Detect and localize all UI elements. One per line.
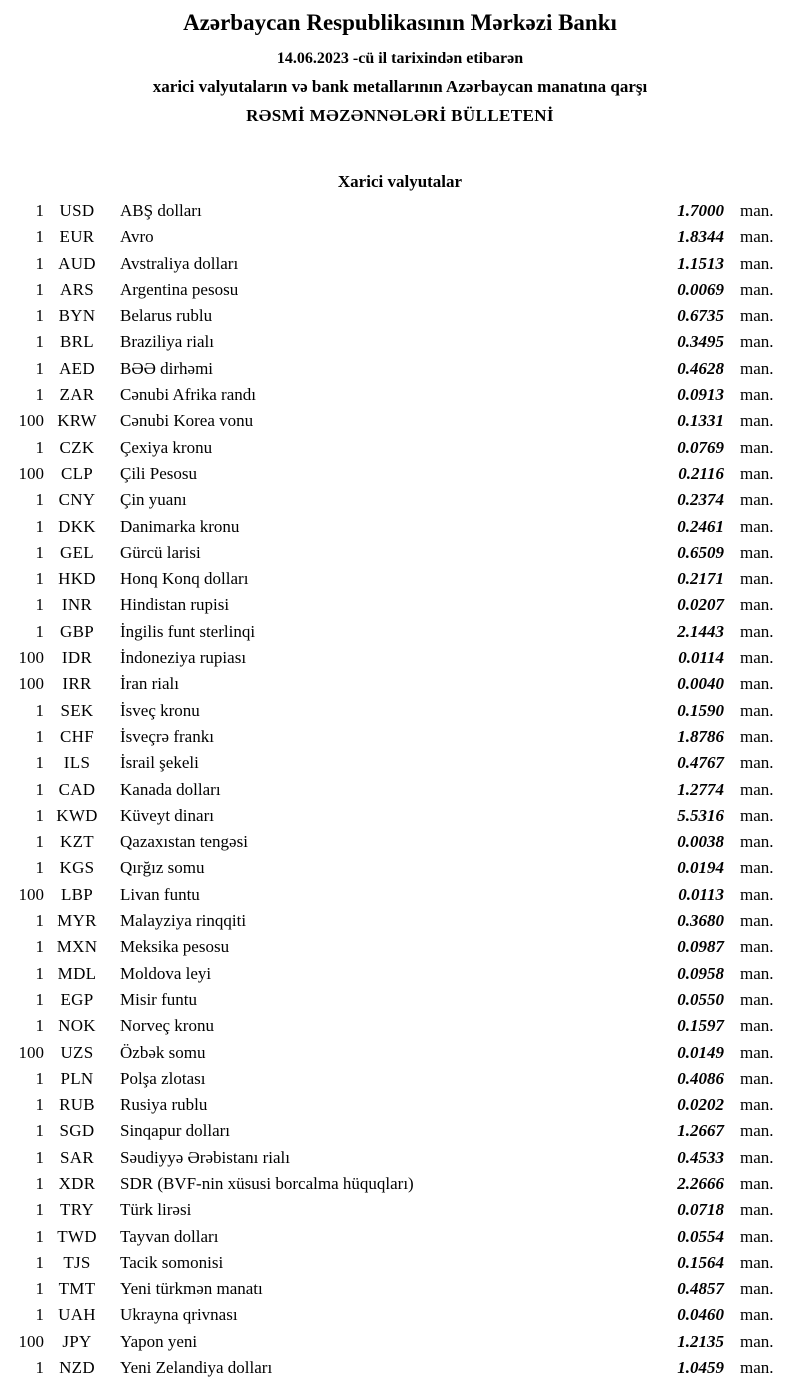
quantity-cell: 100 [18, 884, 44, 904]
rate-value-cell: 1.7000 [677, 201, 724, 220]
currency-code-cell: CLP [60, 463, 94, 483]
currency-code-cell: EUR [59, 227, 95, 247]
currency-code-cell: AUD [58, 253, 96, 273]
rate-value-cell: 0.0550 [677, 989, 724, 1009]
rate-value-cell: 0.1331 [677, 411, 724, 431]
unit-cell: man. [740, 358, 774, 378]
unit-cell: man. [740, 569, 774, 589]
unit-cell: man. [740, 253, 774, 273]
rate-row [0, 1355, 800, 1381]
rate-row [0, 566, 800, 592]
currency-code-cell: SEK [60, 700, 94, 720]
rate-value-cell: 1.2135 [677, 1331, 724, 1351]
rate-row [0, 329, 800, 355]
unit-cell: man. [740, 385, 774, 405]
quantity-cell: 1 [35, 911, 44, 931]
currency-name-cell: Qazaxıstan tengəsi [120, 832, 248, 852]
rate-row [0, 1040, 800, 1066]
rate-value-cell: 0.2171 [677, 569, 724, 589]
quantity-cell: 1 [35, 963, 44, 983]
unit-cell: man. [740, 963, 774, 983]
unit-cell: man. [740, 911, 774, 931]
currency-code-cell: NZD [59, 1358, 95, 1378]
currency-code-cell: LBP [60, 884, 94, 904]
rate-row [0, 724, 800, 750]
rate-value-cell: 0.3495 [677, 332, 724, 352]
rate-value-cell: 0.4857 [677, 1279, 724, 1299]
quantity-cell: 1 [35, 1252, 44, 1272]
unit-cell: man. [740, 1279, 774, 1299]
currency-name-cell: Çin yuanı [120, 490, 187, 510]
currency-name-cell: Polşa zlotası [120, 1068, 206, 1088]
quantity-cell: 1 [35, 1358, 44, 1378]
currency-name-cell: Kanada dolları [120, 779, 221, 799]
currency-name-cell: Danimarka kronu [120, 516, 240, 536]
quantity-cell: 1 [35, 595, 44, 615]
currency-name-cell: Yeni türkmən manatı [120, 1279, 263, 1299]
rate-value-cell: 0.0149 [677, 1042, 724, 1062]
rate-value-cell: 0.0769 [677, 437, 724, 457]
rate-value-cell: 0.0987 [677, 937, 724, 957]
currency-code-cell: ARS [60, 279, 94, 299]
quantity-cell: 1 [35, 358, 44, 378]
quantity-cell: 1 [35, 227, 44, 247]
quantity-cell: 100 [18, 463, 44, 483]
rate-row [0, 540, 800, 566]
unit-cell: man. [740, 753, 774, 773]
currency-code-cell: ZAR [59, 385, 95, 405]
rate-row [0, 645, 800, 671]
quantity-cell: 1 [35, 1279, 44, 1299]
currency-code-cell: SGD [59, 1121, 95, 1141]
rate-value-cell: 0.0114 [678, 648, 724, 668]
currency-code-cell: KRW [57, 411, 97, 431]
currency-code-cell: NOK [58, 1016, 96, 1036]
rate-row [0, 224, 800, 250]
currency-code-cell: RUB [59, 1095, 95, 1115]
rate-row [0, 461, 800, 487]
unit-cell: man. [740, 201, 774, 220]
currency-name-cell: İndoneziya rupiası [120, 648, 247, 668]
rate-value-cell: 0.0113 [678, 884, 724, 904]
quantity-cell: 1 [35, 253, 44, 273]
currency-name-cell: Tacik somonisi [120, 1252, 224, 1272]
quantity-cell: 1 [35, 753, 44, 773]
unit-cell: man. [740, 1121, 774, 1141]
rates-table-body [0, 198, 800, 1381]
currency-name-cell: Livan funtu [120, 884, 200, 904]
unit-cell: man. [740, 1042, 774, 1062]
rate-value-cell: 2.1443 [677, 621, 724, 641]
quantity-cell: 1 [35, 279, 44, 299]
rate-row [0, 777, 800, 803]
quantity-cell: 1 [35, 779, 44, 799]
rate-row [0, 1224, 800, 1250]
quantity-cell: 1 [35, 306, 44, 326]
currency-name-cell: Qırğız somu [120, 858, 205, 878]
currency-code-cell: UAH [58, 1305, 96, 1325]
rate-value-cell: 1.2774 [677, 779, 724, 799]
currency-code-cell: INR [61, 595, 93, 615]
currency-name-cell: Avstraliya dolları [120, 253, 239, 273]
quantity-cell: 1 [35, 1147, 44, 1167]
currency-name-cell: Misir funtu [120, 989, 197, 1009]
rate-value-cell: 0.4767 [677, 753, 724, 773]
unit-cell: man. [740, 542, 774, 562]
rate-row [0, 251, 800, 277]
currency-code-cell: EGP [60, 989, 94, 1009]
rate-value-cell: 0.1590 [677, 700, 724, 720]
unit-cell: man. [740, 1095, 774, 1115]
quantity-cell: 100 [18, 411, 44, 431]
currency-code-cell: GEL [60, 542, 94, 562]
currency-code-cell: CNY [58, 490, 96, 510]
quantity-cell: 1 [35, 937, 44, 957]
currency-name-cell: Meksika pesosu [120, 937, 230, 957]
unit-cell: man. [740, 648, 774, 668]
rate-value-cell: 0.4533 [677, 1147, 724, 1167]
rate-value-cell: 5.5316 [677, 805, 724, 825]
unit-cell: man. [740, 595, 774, 615]
rate-row [0, 408, 800, 434]
rate-row [0, 514, 800, 540]
currency-code-cell: CAD [58, 779, 96, 799]
currency-code-cell: JPY [62, 1331, 92, 1351]
currency-code-cell: PLN [60, 1068, 94, 1088]
rate-row [0, 1013, 800, 1039]
quantity-cell: 1 [35, 832, 44, 852]
unit-cell: man. [740, 858, 774, 878]
quantity-cell: 1 [35, 1305, 44, 1325]
quantity-cell: 1 [35, 437, 44, 457]
quantity-cell: 1 [35, 1226, 44, 1246]
quantity-cell: 1 [35, 1200, 44, 1220]
quantity-cell: 1 [35, 621, 44, 641]
rate-value-cell: 1.1513 [677, 253, 724, 273]
currency-code-cell: TRY [60, 1200, 94, 1220]
section-title-foreign-currencies: Xarici valyutalar [337, 172, 463, 191]
rate-row [0, 882, 800, 908]
rate-value-cell: 0.0040 [677, 674, 724, 694]
currency-name-cell: Tayvan dolları [120, 1226, 219, 1246]
currency-code-cell: KZT [60, 832, 94, 852]
currency-code-cell: TJS [63, 1252, 91, 1272]
unit-cell: man. [740, 1252, 774, 1272]
quantity-cell: 1 [35, 385, 44, 405]
effective-date-line: 14.06.2023 -cü il tarixindən etibarən [276, 50, 524, 67]
quantity-cell: 1 [35, 726, 44, 746]
rate-value-cell: 0.2374 [677, 490, 724, 510]
quantity-cell: 1 [35, 569, 44, 589]
unit-cell: man. [740, 832, 774, 852]
currency-name-cell: ABŞ dolları [120, 201, 202, 220]
currency-name-cell: Avro [120, 227, 154, 247]
rate-row [0, 619, 800, 645]
rate-row [0, 855, 800, 881]
rate-value-cell: 0.1564 [677, 1252, 724, 1272]
currency-code-cell: ILS [63, 753, 91, 773]
quantity-cell: 1 [35, 332, 44, 352]
currency-name-cell: Argentina pesosu [120, 279, 239, 299]
currency-name-cell: BƏƏ dirhəmi [120, 358, 214, 378]
rate-row [0, 1118, 800, 1144]
rate-row [0, 1092, 800, 1118]
quantity-cell: 1 [35, 1095, 44, 1115]
currency-code-cell: SAR [60, 1147, 94, 1167]
unit-cell: man. [740, 884, 774, 904]
quantity-cell: 1 [35, 542, 44, 562]
rate-value-cell: 1.8344 [677, 227, 724, 247]
unit-cell: man. [740, 1068, 774, 1088]
currency-code-cell: KGS [59, 858, 95, 878]
currency-code-cell: MYR [57, 911, 97, 931]
rate-row [0, 487, 800, 513]
currency-name-cell: Özbək somu [120, 1042, 206, 1062]
rate-row [0, 987, 800, 1013]
currency-name-cell: Sinqapur dolları [120, 1121, 231, 1141]
currency-name-cell: Ukrayna qrivnası [120, 1305, 238, 1325]
currency-code-cell: UZS [60, 1042, 94, 1062]
currency-code-cell: TWD [57, 1226, 97, 1246]
unit-cell: man. [740, 779, 774, 799]
subject-line: xarici valyutaların və bank metallarının Azərbaycan manatına qarşı [152, 77, 648, 96]
unit-cell: man. [740, 437, 774, 457]
rate-row [0, 1066, 800, 1092]
quantity-cell: 1 [35, 201, 44, 220]
unit-cell: man. [740, 1173, 774, 1193]
rate-row [0, 698, 800, 724]
currency-name-cell: Rusiya rublu [120, 1095, 208, 1115]
quantity-cell: 1 [35, 1016, 44, 1036]
rate-row [0, 1250, 800, 1276]
unit-cell: man. [740, 1226, 774, 1246]
currency-name-cell: Cənubi Afrika randı [120, 385, 256, 405]
rate-value-cell: 0.1597 [677, 1016, 724, 1036]
rate-value-cell: 0.3680 [677, 911, 724, 931]
unit-cell: man. [740, 700, 774, 720]
rate-row [0, 1276, 800, 1302]
unit-cell: man. [740, 332, 774, 352]
currency-name-cell: Belarus rublu [120, 306, 213, 326]
currency-name-cell: Hindistan rupisi [120, 595, 230, 615]
rate-value-cell: 0.6735 [677, 306, 724, 326]
currency-name-cell: Çexiya kronu [120, 437, 213, 457]
unit-cell: man. [740, 989, 774, 1009]
currency-code-cell: KWD [56, 805, 98, 825]
quantity-cell: 100 [18, 1042, 44, 1062]
currency-name-cell: Yeni Zelandiya dolları [120, 1358, 273, 1378]
unit-cell: man. [740, 621, 774, 641]
unit-cell: man. [740, 805, 774, 825]
currency-name-cell: İngilis funt sterlinqi [120, 621, 256, 641]
rate-value-cell: 0.0718 [677, 1200, 724, 1220]
currency-code-cell: TMT [58, 1279, 96, 1299]
currency-name-cell: İran rialı [120, 674, 179, 694]
currency-name-cell: SDR (BVF-nin xüsusi borcalma hüquqları) [120, 1173, 414, 1193]
currency-name-cell: Səudiyyə Ərəbistanı rialı [120, 1147, 290, 1167]
rate-row [0, 671, 800, 697]
rate-value-cell: 0.4628 [677, 358, 724, 378]
unit-cell: man. [740, 306, 774, 326]
unit-cell: man. [740, 726, 774, 746]
quantity-cell: 1 [35, 858, 44, 878]
rate-row [0, 1197, 800, 1223]
rate-value-cell: 2.2666 [677, 1173, 724, 1193]
rate-value-cell: 0.2461 [677, 516, 724, 536]
bulletin-header [0, 10, 800, 126]
rate-value-cell: 0.0207 [677, 595, 724, 615]
rate-value-cell: 0.0554 [677, 1226, 724, 1246]
rate-value-cell: 0.0194 [677, 858, 724, 878]
rate-row [0, 198, 800, 224]
currency-code-cell: MXN [56, 937, 98, 957]
currency-code-cell: IRR [62, 674, 92, 694]
rate-row [0, 1329, 800, 1355]
rate-row [0, 1145, 800, 1171]
currency-code-cell: CZK [59, 437, 95, 457]
currency-code-cell: CHF [60, 726, 94, 746]
currency-name-cell: Yapon yeni [120, 1331, 198, 1351]
rate-row [0, 356, 800, 382]
currency-name-cell: İsrail şekeli [120, 753, 199, 773]
currency-code-cell: BYN [58, 306, 96, 326]
rate-row [0, 908, 800, 934]
rate-value-cell: 1.2667 [677, 1121, 724, 1141]
rate-value-cell: 0.4086 [677, 1068, 724, 1088]
unit-cell: man. [740, 463, 774, 483]
currency-name-cell: İsveçrə frankı [120, 726, 214, 746]
quantity-cell: 1 [35, 700, 44, 720]
quantity-cell: 1 [35, 516, 44, 536]
quantity-cell: 1 [35, 1173, 44, 1193]
rate-value-cell: 0.0038 [677, 832, 724, 852]
rate-row [0, 803, 800, 829]
currency-name-cell: İsveç kronu [120, 700, 200, 720]
rate-row [0, 750, 800, 776]
bank-title: Azərbaycan Respublikasının Mərkəzi Bankı [183, 10, 617, 35]
rates-table [0, 198, 800, 1381]
quantity-cell: 1 [35, 989, 44, 1009]
currency-code-cell: MDL [57, 963, 97, 983]
quantity-cell: 1 [35, 1121, 44, 1141]
currency-name-cell: Gürcü larisi [120, 542, 201, 562]
rate-row [0, 1171, 800, 1197]
currency-name-cell: Braziliya rialı [120, 332, 214, 352]
rate-value-cell: 1.8786 [677, 726, 724, 746]
rate-value-cell: 0.0202 [677, 1095, 724, 1115]
unit-cell: man. [740, 516, 774, 536]
currency-name-cell: Honq Konq dolları [120, 569, 249, 589]
rate-row [0, 382, 800, 408]
rate-row [0, 934, 800, 960]
currency-name-cell: Türk lirəsi [120, 1200, 192, 1220]
currency-name-cell: Norveç kronu [120, 1016, 214, 1036]
rate-value-cell: 0.0958 [677, 963, 724, 983]
quantity-cell: 1 [35, 805, 44, 825]
currency-code-cell: XDR [58, 1173, 96, 1193]
quantity-cell: 100 [18, 648, 44, 668]
currency-name-cell: Moldova leyi [120, 963, 212, 983]
unit-cell: man. [740, 1200, 774, 1220]
currency-code-cell: BRL [60, 332, 94, 352]
rate-row [0, 829, 800, 855]
rate-value-cell: 1.0459 [677, 1358, 724, 1378]
unit-cell: man. [740, 1147, 774, 1167]
unit-cell: man. [740, 411, 774, 431]
quantity-cell: 1 [35, 1068, 44, 1088]
rate-value-cell: 0.6509 [677, 542, 724, 562]
currency-name-cell: Çili Pesosu [120, 463, 197, 483]
currency-code-cell: IDR [61, 648, 93, 668]
rate-row [0, 303, 800, 329]
rate-value-cell: 0.0069 [677, 279, 724, 299]
unit-cell: man. [740, 1305, 774, 1325]
quantity-cell: 100 [18, 674, 44, 694]
quantity-cell: 100 [18, 1331, 44, 1351]
unit-cell: man. [740, 227, 774, 247]
currency-code-cell: HKD [58, 569, 96, 589]
unit-cell: man. [740, 674, 774, 694]
currency-code-cell: GBP [60, 621, 94, 641]
currency-name-cell: Cənubi Korea vonu [120, 411, 254, 431]
rate-row [0, 277, 800, 303]
currency-code-cell: USD [59, 201, 95, 220]
currency-code-cell: DKK [58, 516, 96, 536]
unit-cell: man. [740, 1016, 774, 1036]
rate-value-cell: 0.0913 [677, 385, 724, 405]
unit-cell: man. [740, 279, 774, 299]
currency-name-cell: Küveyt dinarı [120, 805, 214, 825]
quantity-cell: 1 [35, 490, 44, 510]
bulletin-title: RƏSMİ MƏZƏNNƏLƏRİ BÜLLETENİ [246, 106, 554, 125]
rate-row [0, 592, 800, 618]
rate-value-cell: 0.0460 [677, 1305, 724, 1325]
rate-row [0, 435, 800, 461]
unit-cell: man. [740, 490, 774, 510]
rate-value-cell: 0.2116 [678, 463, 724, 483]
rate-row [0, 961, 800, 987]
currency-code-cell: AED [59, 358, 95, 378]
unit-cell: man. [740, 937, 774, 957]
rate-row [0, 1302, 800, 1328]
unit-cell: man. [740, 1331, 774, 1351]
currency-name-cell: Malayziya rinqqiti [120, 911, 247, 931]
unit-cell: man. [740, 1358, 774, 1378]
